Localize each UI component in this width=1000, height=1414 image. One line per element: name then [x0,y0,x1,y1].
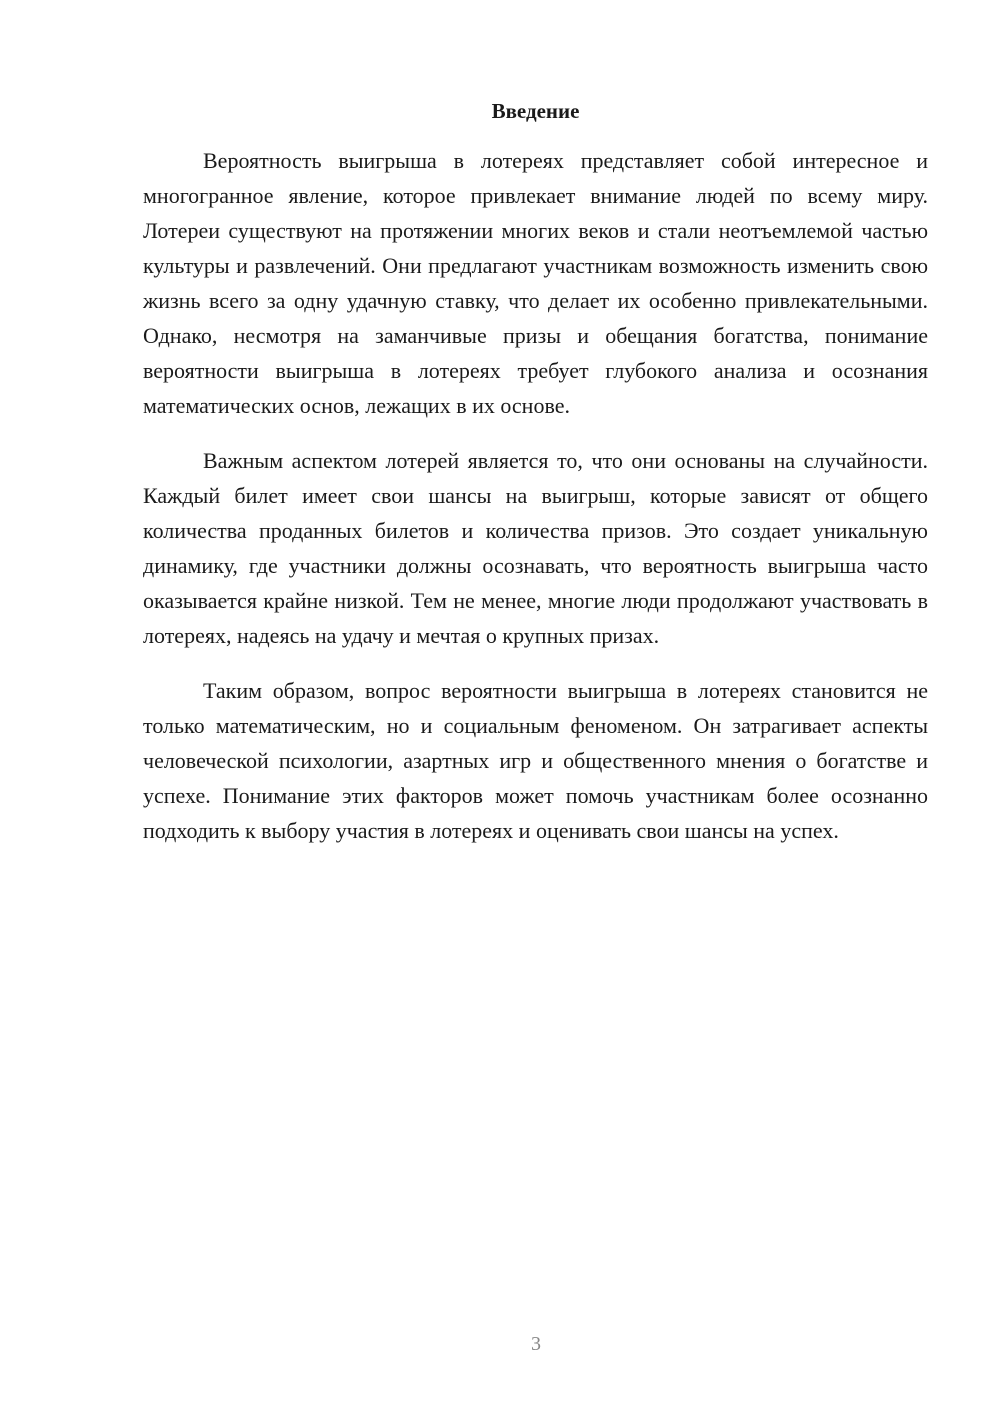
body-text [143,143,928,868]
page-title: Введение [491,99,580,123]
paragraph-1: Вероятность выигрыша в лотереях представляет собой интересное и многогранное явление, которое привлекает внимание людей по всему миру. Лотереи существуют на протяжении многих веков и стали неотъемлемой частью культуры и развлечений. Они предлагают участникам возможность изменить свою жизнь всего за одну удачную ставку, что делает их особенно привлекательными. Однако, несмотря на заманчивые призы и обещания богатства, понимание вероятности выигрыша в лотереях требует глубокого анализа и осознания математических основ, лежащих в их основе. [143,148,928,418]
page-number: 3 [531,1333,541,1355]
paragraph-3: Таким образом, вопрос вероятности выигрыша в лотереях становится не только математическим, но и социальным феноменом. Он затрагивает аспекты человеческой психологии, азартных игр и общественного мнения о богатстве и успехе. Понимание этих факторов может помочь участникам более осознанно подходить к выбору участия в лотереях и оценивать свои шансы на успех. [143,678,928,843]
paragraph-2: Важным аспектом лотерей является то, что они основаны на случайности. Каждый билет имеет свои шансы на выигрыш, которые зависят от общего количества проданных билетов и количества призов. Это создает уникальную динамику, где участники должны осознавать, что вероятность выигрыша часто оказывается крайне низкой. Тем не менее, многие люди продолжают участвовать в лотереях, надеясь на удачу и мечтая о крупных призах. [143,448,928,648]
